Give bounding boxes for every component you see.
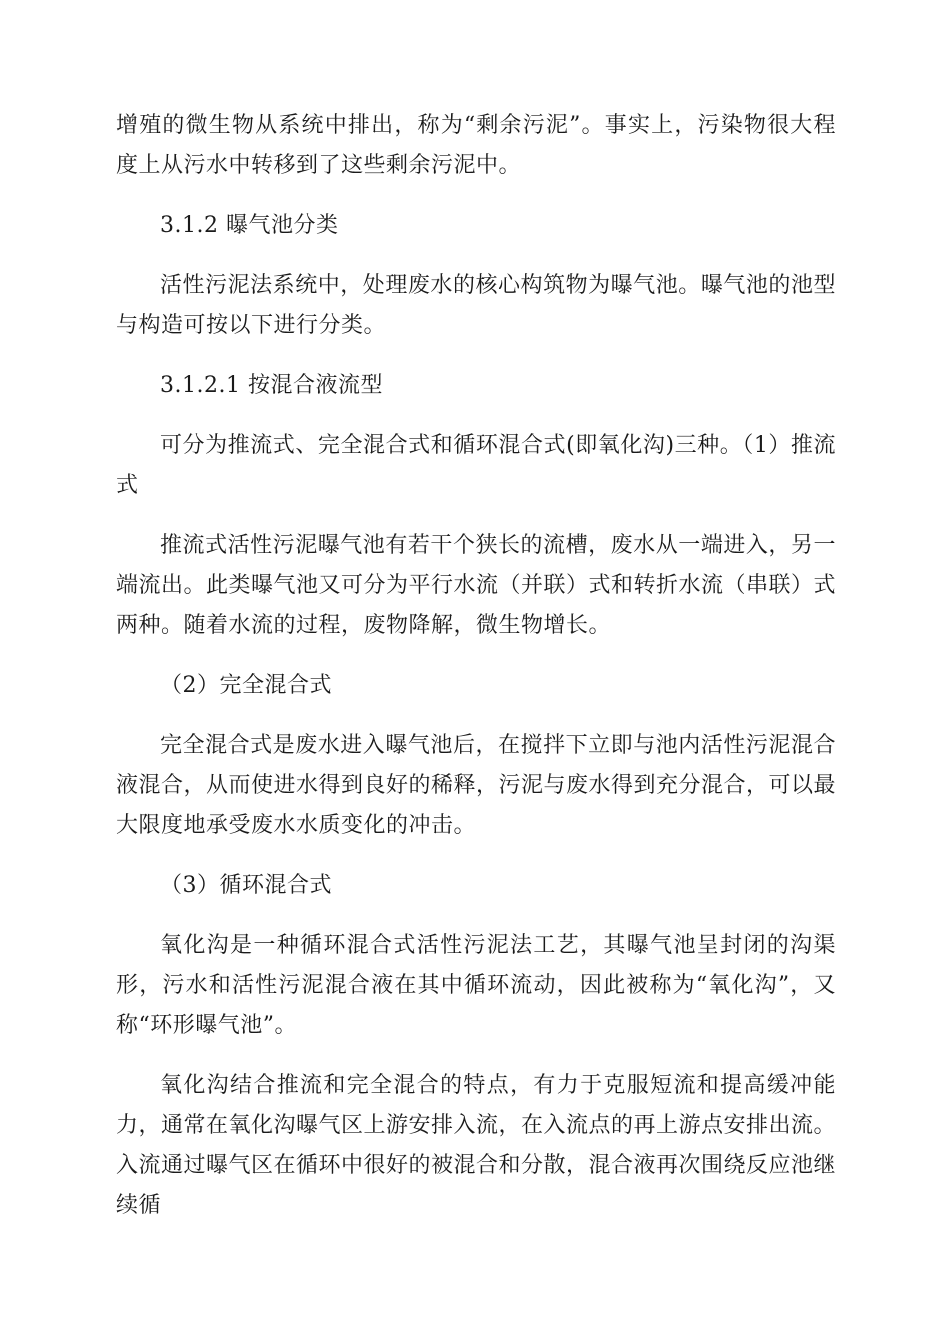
- section-heading-aeration-tank-classification: 3.1.2 曝气池分类: [160, 213, 339, 238]
- section-heading-mixed-liquor-flow: 3.1.2.1 按混合液流型: [160, 373, 383, 398]
- subheading-complete-mix: （2）完全混合式: [160, 673, 332, 698]
- document-body: [116, 106, 836, 1226]
- paragraph-oxidation-ditch: 氧化沟是一种循环混合式活性污泥法工艺，其曝气池呈封闭的沟渠形，污水和活性污泥混合液在其中循环流动，因此被称为“氧化沟”，又称“环形曝气池”。: [116, 933, 836, 1038]
- paragraph-oxidation-ditch-features: 氧化沟结合推流和完全混合的特点，有力于克服短流和提高缓冲能力，通常在氧化沟曝气区上游安排入流，在入流点的再上游点安排出流。入流通过曝气区在循环中很好的被混合和分散，混合液再次围绕反应池继续循: [116, 1073, 837, 1218]
- paragraph-plug-flow: 推流式活性污泥曝气池有若干个狭长的流槽，废水从一端进入，另一端流出。此类曝气池又可分为平行水流（并联）式和转折水流（串联）式两种。随着水流的过程，废物降解，微生物增长。: [116, 533, 837, 638]
- paragraph-flow-types: 可分为推流式、完全混合式和循环混合式(即氧化沟)三种。（1）推流式: [116, 433, 836, 498]
- paragraph-complete-mix: 完全混合式是废水进入曝气池后，在搅拌下立即与池内活性污泥混合液混合，从而使进水得到良好的稀释，污泥与废水得到充分混合，可以最大限度地承受废水水质变化的冲击。: [116, 733, 837, 838]
- paragraph-aeration-tank-intro: 活性污泥法系统中，处理废水的核心构筑物为曝气池。曝气池的池型与构造可按以下进行分类。: [116, 273, 836, 338]
- subheading-circulating-mix: （3）循环混合式: [160, 873, 332, 898]
- paragraph-excess-sludge: 增殖的微生物从系统中排出，称为“剩余污泥”。事实上，污染物很大程度上从污水中转移到了这些剩余污泥中。: [116, 113, 836, 178]
